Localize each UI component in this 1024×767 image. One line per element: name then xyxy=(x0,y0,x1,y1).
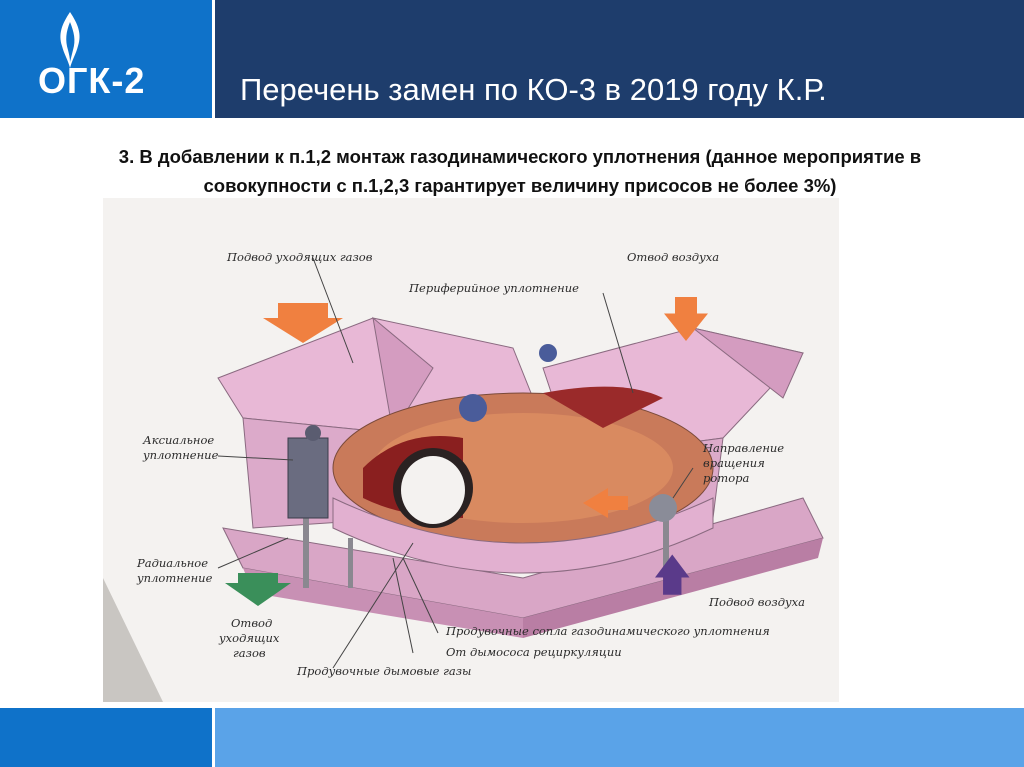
label-radial-seal-1: Радиальное xyxy=(137,556,209,570)
label-air-out: Отвод воздуха xyxy=(627,250,720,264)
header-bar xyxy=(0,0,1024,118)
label-outlet-flue-3: газов xyxy=(233,646,266,660)
slide-subtitle xyxy=(60,142,980,200)
label-rotation-3: ротора xyxy=(703,471,750,485)
subtitle-line-1: 3. В добавлении к п.1,2 монтаж газодинамического уплотнения (данное мероприятие в xyxy=(118,146,922,167)
label-outlet-flue-1: Отвод xyxy=(231,616,273,630)
label-peripheral-seal: Периферийное уплотнение xyxy=(409,281,579,295)
heater-diagram xyxy=(103,198,839,702)
label-inlet-flue: Подвод уходящих газов xyxy=(227,250,373,264)
label-axial-seal-2: уплотнение xyxy=(143,448,219,462)
header-separator xyxy=(212,0,215,118)
label-purge-gas: Продувочные дымовые газы xyxy=(297,664,472,678)
logo xyxy=(0,0,212,118)
label-axial-seal-1: Аксиальное xyxy=(143,433,215,447)
label-rotation-1: Направление xyxy=(703,441,785,455)
footer-left xyxy=(0,708,212,767)
logo-text: ОГК-2 xyxy=(38,60,146,101)
label-nozzles: Продувочные сопла газодинамического уплотнения xyxy=(446,624,770,638)
label-radial-seal-2: уплотнение xyxy=(137,571,213,585)
label-outlet-flue-2: уходящих xyxy=(219,631,280,645)
label-recirc: От дымососа рециркуляции xyxy=(446,645,622,659)
label-air-in: Подвод воздуха xyxy=(709,595,805,609)
subtitle-line-2: совокупности с п.1,2,3 гарантирует величину присосов не более 3%) xyxy=(203,175,837,196)
footer-right xyxy=(215,708,1024,767)
label-rotation-2: вращения xyxy=(703,456,765,470)
page-title: Перечень замен по КО-3 в 2019 году К.Р. xyxy=(240,72,827,107)
